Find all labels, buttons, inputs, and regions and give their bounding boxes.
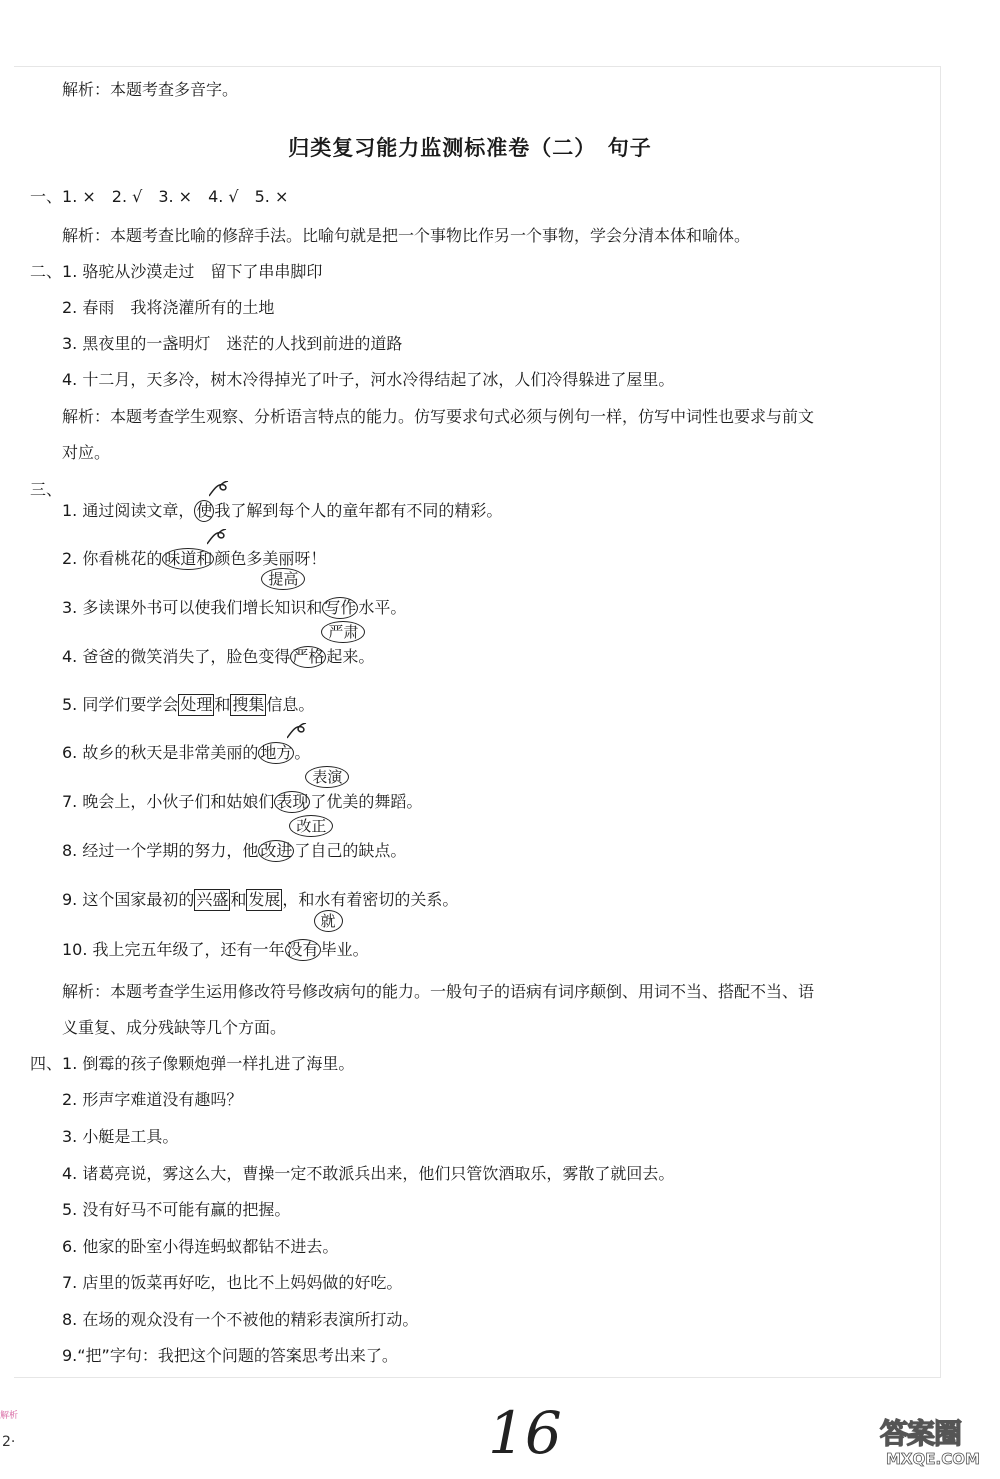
item-5-after: 信息。 [266, 695, 315, 714]
watermark-title: 答案圈 [880, 1417, 962, 1450]
section-4-item-1-text: 1. 倒霉的孩子像颗炮弹一样扎进了海里。 [62, 1054, 355, 1073]
corner-dots: 2· [2, 1434, 16, 1450]
section-3-item-1 [62, 500, 502, 522]
item-7-marked-word [274, 768, 343, 813]
item-5-swap-word-1: 处理 [180, 695, 213, 714]
section-3-item-3 [62, 570, 407, 619]
section-3-item-4 [62, 623, 375, 668]
section-2-item-1 [30, 262, 322, 282]
page-title: 归类复习能力监测标准卷（二） 句子 [288, 136, 652, 160]
section-3-item-10 [62, 912, 369, 961]
item-9-swap-word-1: 兴盛 [196, 890, 229, 909]
item-3-after: 水平。 [358, 598, 407, 617]
corner-mark-text: 解析 [0, 1411, 19, 1421]
section-4-item-9: 9.“把”字句：我把这个问题的答案思考出来了。 [62, 1346, 398, 1365]
item-1-deleted-text: 使 [196, 501, 213, 520]
section-4-item-5: 5. 没有好马不可能有赢的把握。 [62, 1200, 291, 1219]
watermark-logo [880, 1412, 1000, 1474]
section-2-item-2: 2. 春雨 我将浇灌所有的土地 [62, 298, 275, 317]
section-3-item-2 [62, 548, 326, 570]
section-3-item-9 [62, 889, 458, 911]
item-4-before: 4. 爸爸的微笑消失了，脸色变得 [62, 647, 291, 666]
item-6-after: 。 [294, 743, 311, 762]
delete-mark-icon [207, 529, 227, 545]
section-4-item-3: 3. 小艇是工具。 [62, 1127, 179, 1146]
section-3-item-8 [62, 817, 407, 862]
item-10-correction: 就 [314, 910, 343, 932]
item-5-swap-word-2: 搜集 [232, 695, 265, 714]
corner-mark [0, 1408, 28, 1448]
item-7-after: 了优美的舞蹈。 [310, 792, 423, 811]
item-10-after: 毕业。 [320, 940, 369, 959]
section-1-number: 一、 [30, 187, 63, 206]
item-2-marked-word [162, 548, 214, 570]
section-2-analysis-line-2: 对应。 [62, 443, 111, 462]
item-3-correction: 提高 [261, 568, 305, 590]
item-4-after: 起来。 [326, 647, 375, 666]
section-1-analysis: 解析：本题考查比喻的修辞手法。比喻句就是把一个事物比作另一个事物，学会分清本体和喻体。 [62, 226, 751, 245]
item-9-connector: 和 [230, 890, 247, 909]
section-3-number: 三、 [30, 480, 63, 499]
section-4-item-8: 8. 在场的观众没有一个不被他的精彩表演所打动。 [62, 1310, 419, 1329]
section-4-item-2: 2. 形声字难道没有趣吗？ [62, 1090, 243, 1109]
delete-mark-icon [209, 481, 229, 497]
section-2-analysis-line-1: 解析：本题考查学生观察、分析语言特点的能力。仿写要求句式必须与例句一样，仿写中词性也要求与前文 [62, 407, 815, 426]
item-4-correction: 严肃 [321, 621, 365, 643]
section-2-item-1-text: 1. 骆驼从沙漠走过 留下了串串脚印 [62, 262, 323, 281]
item-3-before: 3. 多读课外书可以使我们增长知识和 [62, 598, 323, 617]
section-4-item-1 [30, 1054, 354, 1074]
section-2-item-4: 4. 十二月，天多冷，树木冷得掉光了叶子，河水冷得结起了冰，人们冷得躲进了屋里。 [62, 370, 675, 389]
item-6-deleted-text: 地方 [260, 743, 293, 762]
item-8-after: 了自己的缺点。 [294, 841, 407, 860]
section-2-number: 二、 [30, 262, 63, 281]
item-1-marked-word [194, 500, 214, 522]
item-3-marked-word [268, 570, 358, 619]
item-10-marked-word [285, 912, 336, 961]
item-10-before: 10. 我上完五年级了，还有一年 [62, 940, 285, 959]
watermark-url: MXQE.COM [886, 1450, 980, 1468]
delete-mark-icon [287, 723, 307, 739]
item-9-after: ，和水有着密切的关系。 [282, 890, 459, 909]
section-4-number: 四、 [30, 1054, 63, 1073]
section-3-analysis-line-1: 解析：本题考查学生运用修改符号修改病句的能力。一般句子的语病有词序颠倒、用词不当、搭配不当、语 [62, 982, 815, 1001]
section-4-item-7: 7. 店里的饭菜再好吃，也比不上妈妈做的好吃。 [62, 1273, 403, 1292]
item-9-swap-word-2: 发展 [248, 890, 281, 909]
section-3-item-5 [62, 694, 314, 716]
item-5-before: 5. 同学们要学会 [62, 695, 179, 714]
item-6-before: 6. 故乡的秋天是非常美丽的 [62, 743, 259, 762]
item-8-wrong-text: 改进 [260, 841, 293, 860]
section-2-item-3: 3. 黑夜里的一盏明灯 迷茫的人找到前进的道路 [62, 334, 403, 353]
item-10-wrong-text: 没有 [286, 940, 319, 959]
item-8-marked-word [258, 817, 327, 862]
item-2-after: 颜色多美丽呀！ [214, 549, 327, 568]
item-1-before: 1. 通过阅读文章， [62, 501, 195, 520]
item-2-before: 2. 你看桃花的 [62, 549, 163, 568]
item-2-deleted-text: 味道和 [164, 549, 213, 568]
item-1-after: 我了解到每个人的童年都有不同的精彩。 [214, 501, 503, 520]
item-8-correction: 改正 [289, 815, 333, 837]
section-1-answer-list: 1. × 2. √ 3. × 4. √ 5. × [62, 187, 289, 206]
section-4-item-6: 6. 他家的卧室小得连蚂蚁都钻不进去。 [62, 1237, 339, 1256]
item-9-before: 9. 这个国家最初的 [62, 890, 195, 909]
item-3-wrong-text: 写作 [324, 598, 357, 617]
section-3-analysis-line-2: 义重复、成分残缺等几个方面。 [62, 1018, 287, 1037]
section-4-item-4: 4. 诸葛亮说，雾这么大，曹操一定不敢派兵出来，他们只管饮酒取乐，雾散了就回去。 [62, 1164, 675, 1183]
section-3-item-7 [62, 768, 423, 813]
item-8-before: 8. 经过一个学期的努力，他 [62, 841, 259, 860]
item-7-before: 7. 晚会上，小伙子们和姑娘们 [62, 792, 275, 811]
item-6-marked-word [258, 742, 294, 764]
section-3-item-6 [62, 742, 310, 764]
handwritten-page-number: 16 [488, 1399, 562, 1467]
item-5-connector: 和 [214, 695, 231, 714]
top-note: 解析：本题考查多音字。 [62, 80, 239, 99]
item-7-wrong-text: 表现 [276, 792, 309, 811]
section-1-answers [30, 187, 288, 207]
item-7-correction: 表演 [305, 766, 349, 788]
item-4-wrong-text: 严格 [292, 647, 325, 666]
